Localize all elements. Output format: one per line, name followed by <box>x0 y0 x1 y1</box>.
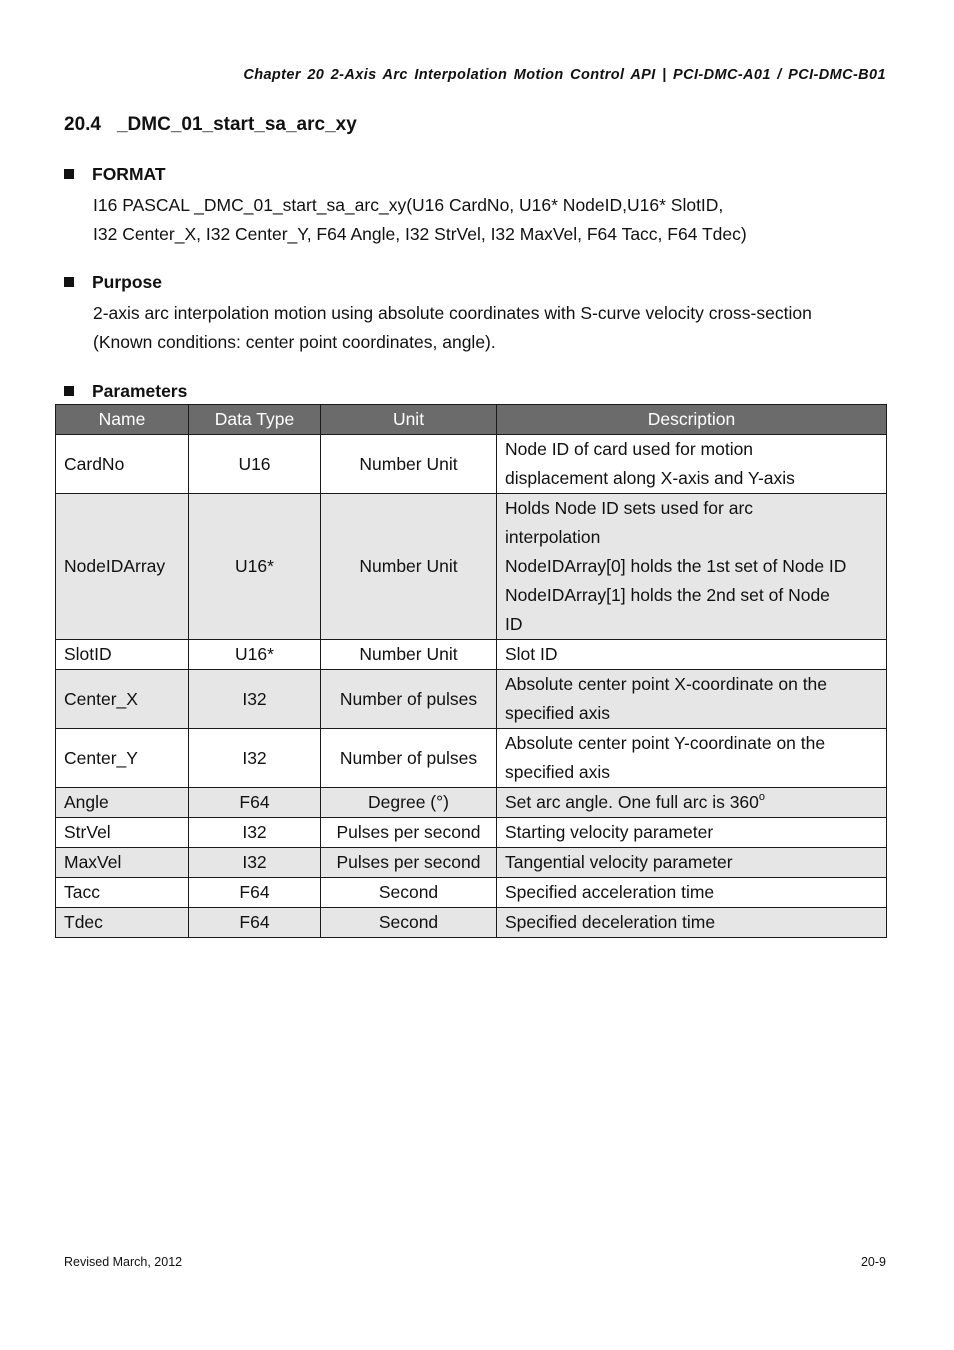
param-unit: Pulses per second <box>321 848 497 878</box>
format-body <box>93 191 886 249</box>
footer-revision: Revised March, 2012 <box>64 1255 183 1269</box>
format-line: I32 Center_X, I32 Center_Y, F64 Angle, I32 StrVel, I32 MaxVel, F64 Tacc, F64 Tdec) <box>93 224 747 244</box>
param-type: I32 <box>189 818 321 848</box>
param-description: Starting velocity parameter <box>497 818 887 848</box>
table-header-row <box>56 405 887 435</box>
description-text: Set arc angle. One full arc is 360 <box>505 792 759 812</box>
table-row <box>56 670 887 729</box>
param-name: CardNo <box>56 435 189 494</box>
param-name: Tdec <box>56 908 189 938</box>
param-unit: Second <box>321 878 497 908</box>
purpose-body <box>93 299 886 357</box>
table-row <box>56 908 887 938</box>
description-line: Node ID of card used for motion <box>505 439 754 459</box>
param-description: Specified deceleration time <box>497 908 887 938</box>
column-header-unit: Unit <box>321 405 497 435</box>
param-type: I32 <box>189 848 321 878</box>
param-description <box>497 435 887 494</box>
description-line: specified axis <box>505 703 611 723</box>
param-name: Center_Y <box>56 729 189 788</box>
param-description: Slot ID <box>497 640 887 670</box>
purpose-heading: Purpose <box>92 271 163 292</box>
format-block <box>64 162 886 249</box>
table-row <box>56 818 887 848</box>
param-description <box>497 670 887 729</box>
description-line: interpolation <box>505 527 601 547</box>
table-row <box>56 494 887 640</box>
table-row <box>56 788 887 818</box>
param-name: Center_X <box>56 670 189 729</box>
purpose-line: (Known conditions: center point coordinates, angle). <box>93 332 496 352</box>
param-name: Tacc <box>56 878 189 908</box>
column-header-type: Data Type <box>189 405 321 435</box>
description-line: NodeIDArray[1] holds the 2nd set of Node <box>505 585 830 605</box>
param-type: I32 <box>189 670 321 729</box>
param-type: I32 <box>189 729 321 788</box>
param-name: Angle <box>56 788 189 818</box>
param-type: U16* <box>189 494 321 640</box>
param-description <box>497 729 887 788</box>
table-row <box>56 729 887 788</box>
table-row <box>56 848 887 878</box>
param-unit: Second <box>321 908 497 938</box>
param-description <box>497 788 887 818</box>
running-header: Chapter 20 2-Axis Arc Interpolation Motion Control API | PCI-DMC-A01 / PCI-DMC-B01 <box>243 67 886 83</box>
description-line: displacement along X-axis and Y-axis <box>505 468 795 488</box>
param-name: NodeIDArray <box>56 494 189 640</box>
parameters-heading: Parameters <box>92 380 188 401</box>
description-line: NodeIDArray[0] holds the 1st set of Node ID <box>505 556 847 576</box>
square-bullet-icon <box>64 386 74 396</box>
column-header-name: Name <box>56 405 189 435</box>
param-name: MaxVel <box>56 848 189 878</box>
description-line: specified axis <box>505 762 611 782</box>
section-name: _DMC_01_start_sa_arc_xy <box>116 114 357 135</box>
section-number: 20.4 <box>64 114 101 135</box>
parameters-table <box>55 404 887 938</box>
description-line: Holds Node ID sets used for arc <box>505 498 754 518</box>
param-type: U16 <box>189 435 321 494</box>
param-unit: Degree (°) <box>321 788 497 818</box>
param-unit: Number Unit <box>321 640 497 670</box>
description-line: Absolute center point Y-coordinate on the <box>505 733 826 753</box>
footer-page-number: 20-9 <box>860 1255 886 1269</box>
param-description: Tangential velocity parameter <box>497 848 887 878</box>
section-title <box>64 114 357 136</box>
param-type: F64 <box>189 878 321 908</box>
param-unit: Number Unit <box>321 494 497 640</box>
param-type: F64 <box>189 788 321 818</box>
param-unit: Number Unit <box>321 435 497 494</box>
description-line: ID <box>505 614 523 634</box>
param-name: SlotID <box>56 640 189 670</box>
param-description: Specified acceleration time <box>497 878 887 908</box>
description-line: Absolute center point X-coordinate on the <box>505 674 828 694</box>
param-unit: Number of pulses <box>321 729 497 788</box>
param-type: U16* <box>189 640 321 670</box>
format-line: I16 PASCAL _DMC_01_start_sa_arc_xy(U16 CardNo, U16* NodeID,U16* SlotID, <box>93 195 724 215</box>
param-type: F64 <box>189 908 321 938</box>
purpose-line: 2-axis arc interpolation motion using absolute coordinates with S-curve velocity cross-section <box>93 303 812 323</box>
degree-superscript: o <box>758 791 766 803</box>
param-name: StrVel <box>56 818 189 848</box>
param-unit: Pulses per second <box>321 818 497 848</box>
param-unit: Number of pulses <box>321 670 497 729</box>
column-header-description: Description <box>497 405 887 435</box>
table-row <box>56 640 887 670</box>
param-description <box>497 494 887 640</box>
table-row <box>56 878 887 908</box>
format-heading: FORMAT <box>92 163 166 184</box>
parameters-block <box>64 379 886 403</box>
table-row <box>56 435 887 494</box>
square-bullet-icon <box>64 169 74 179</box>
square-bullet-icon <box>64 277 74 287</box>
purpose-block <box>64 270 886 357</box>
